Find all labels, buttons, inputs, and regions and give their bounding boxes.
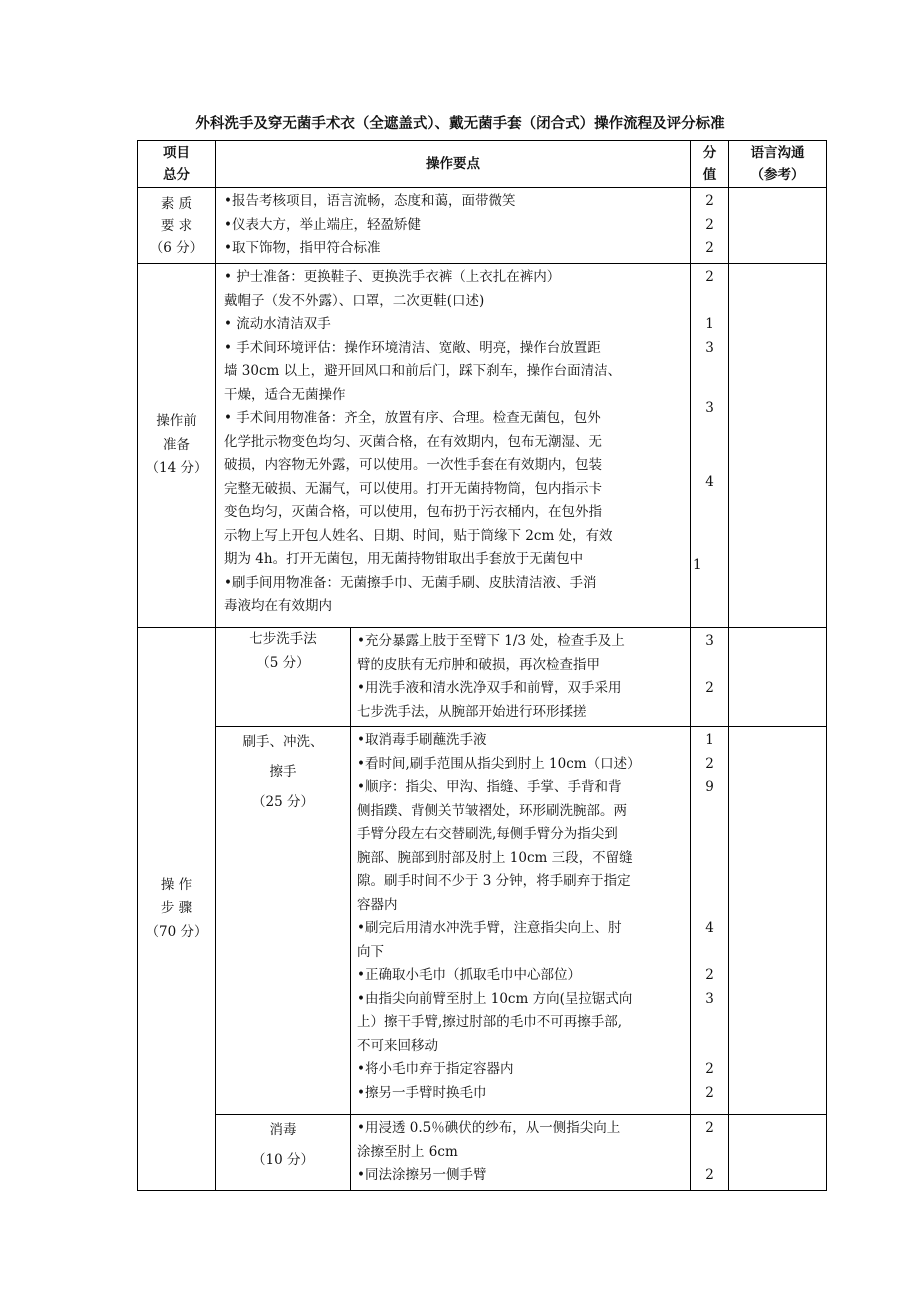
list-item: •报告考核项目，语言流畅，态度和蔼，面带微笑: [224, 193, 516, 209]
communication-cell: [729, 264, 827, 628]
points-seven-step: [351, 628, 691, 727]
score-value: 4: [705, 473, 714, 490]
score-value: 2: [705, 755, 714, 772]
header-item: [138, 141, 216, 188]
header-comm-line2: （参考）: [750, 167, 805, 183]
score-value: 2: [705, 680, 714, 696]
text-line: 臂的皮肤有无疖肿和破损，再次检查指甲: [357, 656, 600, 673]
list-item: •取下饰物，指甲符合标准: [224, 240, 381, 256]
text-line: •擦另一手臂时换毛巾: [357, 1084, 487, 1101]
category-steps: [138, 628, 216, 1191]
subcategory-label: 刷手、冲洗、: [242, 734, 324, 750]
score-value: 9: [705, 779, 714, 795]
text-line: •刷手间用物准备：无菌擦手巾、无菌手刷、皮肤清洁液、手消: [224, 574, 597, 591]
text-line: 向下: [357, 943, 384, 960]
score-value: 2: [705, 240, 714, 256]
scores-brush: [691, 727, 729, 1115]
header-communication: [729, 141, 827, 188]
score-value: 3: [705, 400, 714, 416]
text-line: 侧指蹼、背侧关节皱褶处，环形刷洗腕部。两: [357, 802, 627, 819]
text-line: 不可来回移动: [357, 1037, 438, 1054]
points-disinfect: [351, 1115, 691, 1191]
text-line: 涂擦至肘上 6cm: [357, 1143, 458, 1160]
text-line: 期为 4h。打开无菌包，用无菌持物钳取出手套放于无菌包中: [224, 551, 584, 567]
subcategory-points: （25 分）: [252, 794, 314, 810]
header-item-line2: 总分: [163, 167, 190, 183]
header-item-line1: 项目: [163, 145, 190, 161]
score-value: 1: [693, 557, 702, 573]
text-line: 腕部、腕部到肘部及肘上 10cm 三段，不留缝: [357, 849, 633, 866]
text-line: 隙。刷手时间不少于 3 分钟，将手刷弃于指定: [357, 873, 631, 889]
scores-seven-step: [691, 628, 729, 727]
communication-cell: [729, 1115, 827, 1191]
score-value: 4: [705, 920, 714, 936]
text-line: 变色均匀，灭菌合格，可以使用，包布扔于污衣桶内，在包外指: [224, 504, 602, 520]
score-value: 1: [705, 316, 714, 332]
text-line: 手臂分段左右交替刷洗,每侧手臂分为指尖到: [357, 826, 618, 842]
communication-cell: [729, 188, 827, 264]
text-line: • 护士准备：更换鞋子、更换洗手衣裤（上衣扎在裤内）: [224, 269, 561, 285]
subcategory-label: 擦手: [269, 764, 297, 780]
text-line: •看时间,刷手范围从指尖到肘上 10cm（口述）: [357, 755, 641, 772]
text-line: •正确取小毛巾（抓取毛巾中心部位）: [357, 967, 581, 983]
text-line: •由指尖向前臂至肘上 10cm 方向(呈拉锯式向: [357, 990, 633, 1007]
score-value: 3: [705, 339, 714, 356]
score-value: 2: [705, 1084, 714, 1101]
category-points: （6 分）: [149, 239, 204, 256]
text-line: •将小毛巾弃于指定容器内: [357, 1061, 514, 1077]
subcategory-seven-step: [216, 628, 351, 727]
text-line: 容器内: [357, 896, 398, 913]
score-value: 2: [705, 1120, 714, 1136]
subcategory-label: 七步洗手法: [249, 631, 317, 647]
score-value: 2: [705, 216, 714, 233]
text-line: 上）擦干手臂,擦过肘部的毛巾不可再擦手部,: [357, 1014, 623, 1030]
text-line: 七步洗手法，从腕部开始进行环形揉搓: [357, 703, 587, 720]
score-value: 3: [705, 990, 714, 1007]
header-comm-line1: 语言沟通: [750, 145, 805, 161]
subcategory-brush: [216, 727, 351, 1115]
category-points: （14 分）: [145, 460, 208, 477]
header-score-line2: 值: [702, 167, 717, 183]
category-quality: [138, 188, 216, 264]
points-quality: [216, 188, 691, 264]
text-line: 完整无破损、无漏气，可以使用。打开无菌持物筒，包内指示卡: [224, 480, 602, 497]
category-label: 步 骤: [160, 900, 193, 916]
text-line: •用浸透 0.5％碘伏的纱布，从一侧指尖向上: [357, 1120, 621, 1136]
text-line: • 流动水清洁双手: [224, 316, 331, 332]
score-value: 2: [705, 967, 714, 983]
scores-prep: [691, 264, 729, 628]
points-prep: [216, 264, 691, 628]
text-line: • 手术间环境评估：操作环境清洁、宽敞、明亮，操作台放置距: [224, 339, 601, 356]
category-label: 素 质: [160, 195, 193, 212]
page-title: 外科洗手及穿无菌手术衣（全遮盖式）、戴无菌手套（闭合式）操作流程及评分标准: [195, 116, 725, 132]
score-value: 2: [705, 1061, 714, 1077]
points-brush: [351, 727, 691, 1115]
text-line: 化学批示物变色均匀、灭菌合格，在有效期内，包布无潮湿、无: [224, 433, 602, 450]
text-line: 示物上写上开包人姓名、日期、时间，贴于筒缘下 2cm 处，有效: [224, 527, 613, 544]
text-line: 干燥，适合无菌操作: [224, 386, 346, 403]
score-value: 2: [705, 193, 714, 209]
table-row-brush: [138, 727, 827, 1115]
communication-cell: [729, 727, 827, 1115]
score-value: 1: [705, 732, 714, 748]
text-line: •顺序：指尖、甲沟、指缝、手掌、手背和背: [357, 779, 622, 795]
table-row-quality: [138, 188, 827, 264]
score-value: 2: [705, 269, 714, 285]
communication-cell: [729, 628, 827, 727]
score-value: 2: [705, 1167, 714, 1183]
scores-quality: [691, 188, 729, 264]
score-value: 3: [705, 633, 714, 649]
text-line: •充分暴露上肢于至臂下 1/3 处，检查手及上: [357, 633, 625, 649]
text-line: 破损，内容物无外露，可以使用。一次性手套在有效期内，包装: [224, 457, 602, 473]
category-label: 要 求: [160, 217, 193, 234]
text-line: 墙 30cm 以上，避开回风口和前后门，踩下刹车，操作台面清洁、: [224, 363, 622, 379]
list-item: •仪表大方，举止端庄，轻盈矫健: [224, 216, 421, 233]
table-row-seven-step: [138, 628, 827, 727]
text-line: 戴帽子（发不外露）、口罩，二次更鞋(口述): [224, 292, 485, 309]
text-line: •取消毒手刷蘸洗手液: [357, 732, 487, 748]
subcategory-points: （5 分）: [256, 654, 310, 671]
scoring-table: [137, 140, 827, 1191]
header-score-line1: 分: [702, 145, 717, 161]
category-label: 准备: [163, 436, 190, 453]
text-line: •刷完后用清水冲洗手臂，注意指尖向上、肘: [357, 920, 622, 936]
category-points: （70 分）: [145, 923, 208, 940]
table-row-disinfect: [138, 1115, 827, 1191]
text-line: •用洗手液和清水洗净双手和前臂，双手采用: [357, 680, 622, 696]
category-label: 操 作: [160, 876, 193, 893]
text-line: • 手术间用物准备：齐全，放置有序、合理。检查无菌包，包外: [224, 410, 601, 426]
header-score: [691, 141, 729, 188]
subcategory-points: （10 分）: [252, 1152, 314, 1168]
category-label: 操作前: [156, 413, 197, 430]
table-header-row: [138, 141, 827, 188]
text-line: 毒液均在有效期内: [224, 598, 332, 614]
text-line: •同法涂擦另一侧手臂: [357, 1167, 487, 1183]
subcategory-disinfect: [216, 1115, 351, 1191]
category-prep: [138, 264, 216, 628]
header-points: 操作要点: [216, 141, 691, 188]
table-row-prep: [138, 264, 827, 628]
scores-disinfect: [691, 1115, 729, 1191]
subcategory-label: 消毒: [269, 1122, 297, 1138]
